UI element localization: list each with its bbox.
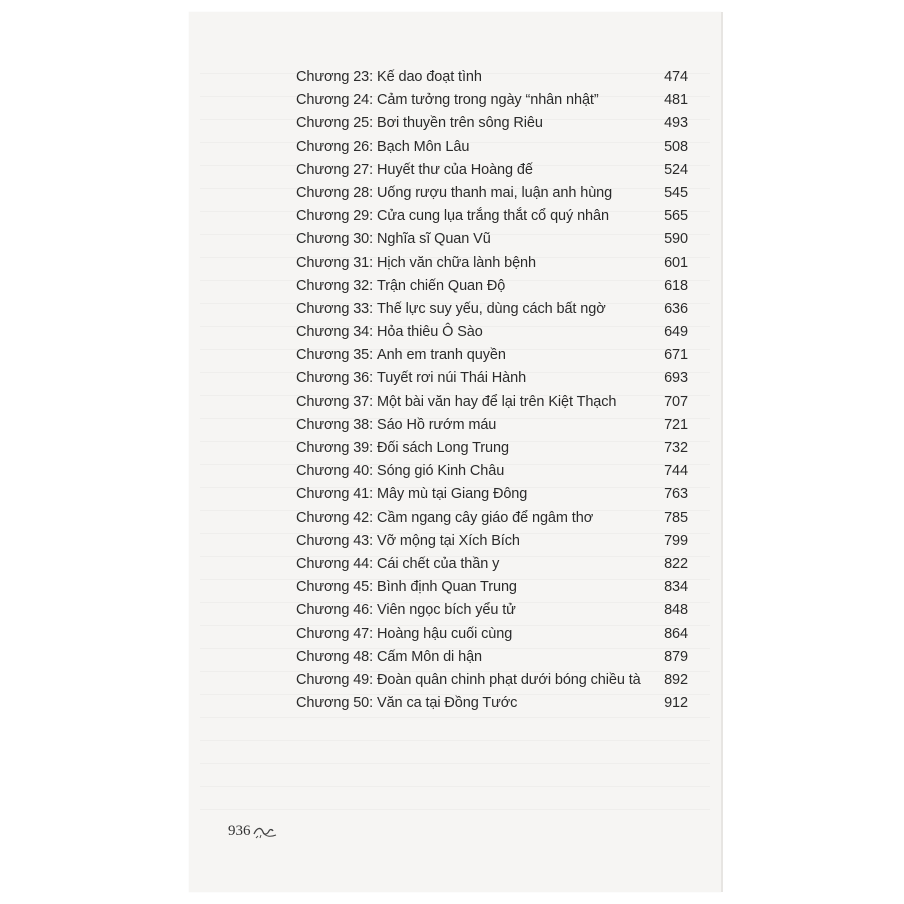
chapter-label: Chương 24:	[296, 92, 374, 109]
chapter-label: Chương 40:	[296, 463, 374, 480]
chapter-page-number: 879	[664, 648, 688, 665]
chapter-title: Hoàng hậu cuối cùng	[377, 625, 513, 642]
chapter-label: Chương 29:	[296, 208, 374, 225]
toc-entry	[296, 576, 688, 599]
chapter-page-number: 524	[664, 161, 688, 178]
chapter-title: Vỡ mộng tại Xích Bích	[377, 532, 520, 549]
chapter-title: Văn ca tại Đồng Tước	[377, 695, 518, 712]
toc-entry	[296, 599, 688, 622]
toc-entry	[296, 507, 688, 530]
chapter-label: Chương 28:	[296, 184, 374, 201]
toc-entry	[296, 182, 688, 205]
chapter-title: Cửa cung lụa trắng thắt cổ quý nhân	[377, 208, 609, 225]
chapter-title: Cảm tưởng trong ngày “nhân nhật”	[377, 92, 599, 109]
chapter-label: Chương 45:	[296, 579, 374, 596]
chapter-label: Chương 34:	[296, 324, 374, 341]
toc-entry	[296, 298, 688, 321]
toc-entry	[296, 321, 688, 344]
chapter-label: Chương 49:	[296, 671, 374, 688]
chapter-page-number: 601	[664, 254, 688, 271]
toc-entry	[296, 228, 688, 251]
toc-entry	[296, 252, 688, 275]
chapter-page-number: 912	[664, 695, 688, 712]
chapter-page-number: 834	[664, 579, 688, 596]
toc-entry	[296, 112, 688, 135]
chapter-label: Chương 36:	[296, 370, 374, 387]
chapter-title: Sáo Hồ rướm máu	[377, 416, 497, 433]
chapter-label: Chương 37:	[296, 393, 374, 410]
dragon-ornament-icon	[253, 823, 277, 839]
chapter-title: Hỏa thiêu Ô Sào	[377, 324, 483, 341]
chapter-title: Tuyết rơi núi Thái Hành	[377, 370, 527, 387]
chapter-label: Chương 47:	[296, 625, 374, 642]
chapter-title: Thế lực suy yếu, dùng cách bất ngờ	[377, 300, 606, 317]
chapter-title: Đoàn quân chinh phạt dưới bóng chiều tà	[377, 671, 641, 688]
chapter-page-number: 565	[664, 208, 688, 225]
chapter-label: Chương 46:	[296, 602, 374, 619]
chapter-title: Huyết thư của Hoàng đế	[377, 161, 533, 178]
toc-entry	[296, 553, 688, 576]
toc-entry	[296, 460, 688, 483]
chapter-title: Bạch Môn Lâu	[377, 138, 470, 155]
chapter-label: Chương 41:	[296, 486, 374, 503]
toc-entry	[296, 205, 688, 228]
chapter-label: Chương 42:	[296, 509, 374, 526]
chapter-page-number: 763	[664, 486, 688, 503]
chapter-title: Anh em tranh quyền	[377, 347, 506, 364]
toc-entry	[296, 391, 688, 414]
table-of-contents	[296, 66, 688, 715]
chapter-label: Chương 44:	[296, 555, 374, 572]
chapter-page-number: 693	[664, 370, 688, 387]
chapter-label: Chương 35:	[296, 347, 374, 364]
chapter-page-number: 590	[664, 231, 688, 248]
chapter-label: Chương 43:	[296, 532, 374, 549]
chapter-title: Một bài văn hay để lại trên Kiệt Thạch	[377, 393, 617, 410]
chapter-title: Cái chết của thần y	[377, 555, 500, 572]
chapter-title: Bơi thuyền trên sông Riêu	[377, 115, 543, 132]
chapter-label: Chương 33:	[296, 300, 374, 317]
toc-entry	[296, 530, 688, 553]
chapter-label: Chương 39:	[296, 440, 374, 456]
chapter-label: Chương 38:	[296, 416, 374, 433]
chapter-title: Đối sách Long Trung	[377, 440, 509, 456]
chapter-page-number: 892	[664, 671, 688, 688]
chapter-page-number: 649	[664, 324, 688, 341]
chapter-page-number: 744	[664, 463, 688, 480]
chapter-page-number: 785	[664, 509, 688, 526]
chapter-title: Cầm ngang cây giáo để ngâm thơ	[377, 509, 594, 526]
chapter-label: Chương 48:	[296, 648, 374, 665]
chapter-label: Chương 27:	[296, 161, 374, 178]
toc-entry	[296, 483, 688, 506]
chapter-page-number: 493	[664, 115, 688, 132]
chapter-label: Chương 32:	[296, 277, 374, 294]
page-footer	[228, 820, 277, 842]
chapter-page-number: 481	[664, 92, 688, 109]
chapter-label: Chương 25:	[296, 115, 374, 132]
toc-entry	[296, 692, 688, 715]
toc-entry	[296, 669, 688, 692]
toc-entry	[296, 275, 688, 298]
chapter-page-number: 721	[664, 416, 688, 433]
page-edge	[721, 12, 723, 892]
toc-entry	[296, 136, 688, 159]
chapter-label: Chương 31:	[296, 254, 374, 271]
chapter-page-number: 671	[664, 347, 688, 364]
toc-entry	[296, 437, 688, 460]
chapter-page-number: 618	[664, 277, 688, 294]
toc-entry	[296, 344, 688, 367]
chapter-label: Chương 23:	[296, 69, 374, 85]
toc-entry	[296, 414, 688, 437]
chapter-title: Sóng gió Kinh Châu	[377, 463, 505, 480]
chapter-page-number: 799	[664, 532, 688, 549]
toc-entry	[296, 623, 688, 646]
toc-entry	[296, 89, 688, 112]
chapter-page-number: 864	[664, 625, 688, 642]
chapter-title: Cấm Môn di hận	[377, 648, 483, 665]
chapter-title: Nghĩa sĩ Quan Vũ	[377, 231, 491, 248]
toc-entry	[296, 159, 688, 182]
chapter-title: Hịch văn chữa lành bệnh	[377, 254, 536, 271]
chapter-page-number: 636	[664, 300, 688, 317]
chapter-label: Chương 50:	[296, 695, 374, 712]
chapter-title: Viên ngọc bích yểu tử	[377, 602, 516, 619]
chapter-title: Mây mù tại Giang Đông	[377, 486, 528, 503]
toc-entry	[296, 367, 688, 390]
chapter-title: Kế dao đoạt tình	[377, 69, 482, 85]
chapter-title: Bình định Quan Trung	[377, 579, 517, 596]
chapter-label: Chương 26:	[296, 138, 374, 155]
chapter-page-number: 732	[664, 440, 688, 456]
chapter-page-number: 545	[664, 184, 688, 201]
chapter-title: Trận chiến Quan Độ	[377, 277, 506, 294]
chapter-label: Chương 30:	[296, 231, 374, 248]
chapter-page-number: 508	[664, 138, 688, 155]
page-number: 936	[228, 822, 251, 839]
chapter-title: Uống rượu thanh mai, luận anh hùng	[377, 184, 613, 201]
toc-entry	[296, 646, 688, 669]
chapter-page-number: 707	[664, 393, 688, 410]
toc-entry	[296, 66, 688, 89]
chapter-page-number: 474	[664, 69, 688, 85]
chapter-page-number: 822	[664, 555, 688, 572]
chapter-page-number: 848	[664, 602, 688, 619]
